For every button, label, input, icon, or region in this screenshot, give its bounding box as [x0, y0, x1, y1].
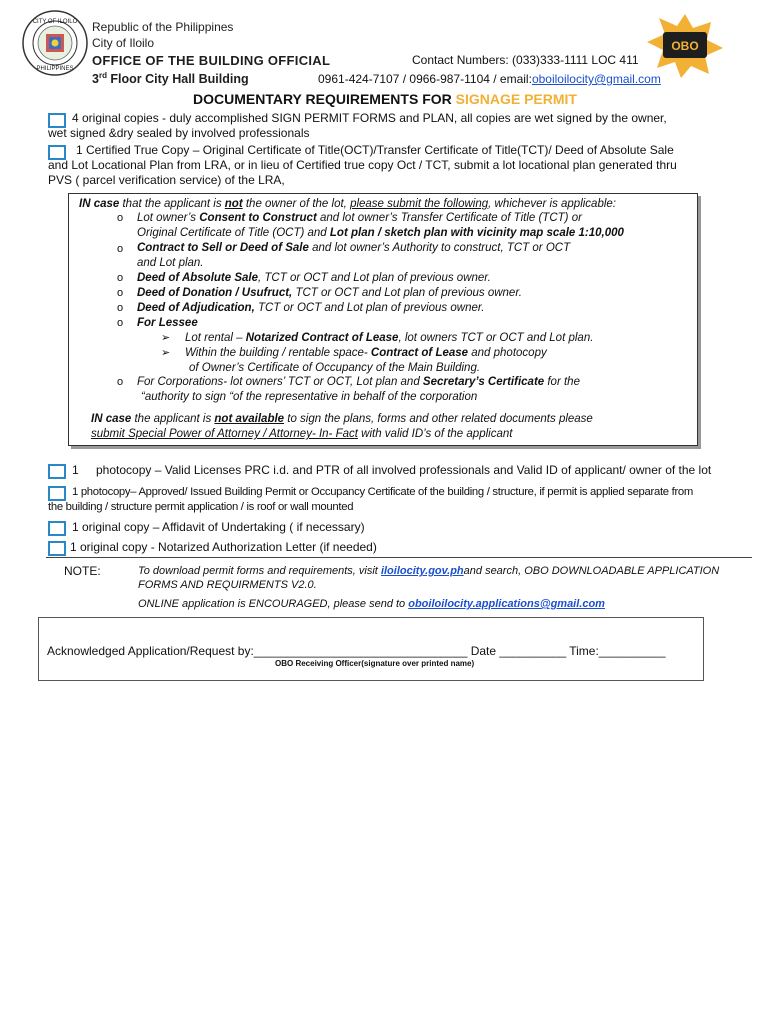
- box-item-contract-to-sell: Contract to Sell or Deed of Sale and lot owner’s Authority to construct, TCT or OCT: [137, 242, 571, 254]
- req-licenses: photocopy – Valid Licenses PRC i.d. and PTR of all involved professionals and Valid ID of applicant/ owner of the lot: [96, 463, 712, 477]
- applications-email-link[interactable]: oboiloilocity.applications@gmail.com: [408, 598, 605, 610]
- box-sub-lot-rental: Lot rental – Notarized Contract of Lease, lot owners TCT or OCT and Lot plan.: [185, 332, 594, 344]
- header-office: OFFICE OF THE BUILDING OFFICIAL: [92, 53, 331, 68]
- header-city: City of Iloilo: [92, 36, 155, 50]
- checkbox-affidavit[interactable]: [48, 521, 66, 536]
- header-republic: Republic of the Philippines: [92, 20, 234, 34]
- req-licenses-num: 1: [72, 463, 79, 477]
- seal-text-bottom: PHILIPPINES: [36, 66, 74, 72]
- bullet: o: [117, 212, 124, 224]
- box-sub-rentable-cont: of Owner’s Certificate of Occupancy of the Main Building.: [189, 362, 481, 374]
- box-sub-rentable-space: Within the building / rentable space- Contract of Lease and photocopy: [185, 347, 547, 359]
- badge-text: OBO: [671, 39, 699, 53]
- website-link[interactable]: iloilocity.gov.ph: [380, 565, 464, 577]
- ack-line: Acknowledged Application/Request by:________________________________ Date __________ Time:__________: [47, 644, 666, 658]
- note-line2: FORMS AND REQUIRMENTS V2.0.: [138, 579, 317, 591]
- note-line1: To download permit forms and requirements, visit iloilocity.gov.phand search, OBO DOWNLOADABLE APPLICATION: [138, 565, 720, 577]
- bullet: o: [117, 243, 124, 255]
- bullet: o: [117, 302, 124, 314]
- seal-text-top: CITY OF ILOILO: [32, 19, 78, 25]
- obo-badge-logo: [645, 12, 725, 78]
- box-item-lessee: For Lessee: [137, 317, 198, 329]
- req2-line1: 1 Certified True Copy – Original Certificate of Title(OCT)/Transfer Certificate of Title(TCT)/ Deed of Absolute Sale: [76, 143, 674, 157]
- checkbox-valid-licenses[interactable]: [48, 464, 66, 479]
- header-floor: 3rd Floor City Hall Building: [92, 71, 249, 87]
- req-building-permit-line2: the building / structure permit application / is roof or wall mounted: [48, 501, 354, 513]
- req-authorization-letter: 1 original copy - Notarized Authorization Letter (if needed): [70, 540, 377, 554]
- divider: [46, 557, 752, 558]
- req2-line3: PVS ( parcel verification service) of the LRA,: [48, 173, 285, 187]
- note-label: NOTE:: [64, 564, 101, 578]
- box-intro: IN case that the applicant is not the owner of the lot, please submit the following, whichever is applicable:: [79, 198, 616, 210]
- note-line3: ONLINE application is ENCOURAGED, please send to oboiloilocity.applications@gmail.com: [138, 598, 605, 610]
- header-contact-mobile: 0961-424-7107 / 0966-987-1104 / email:oboiloilocity@gmail.com: [318, 72, 661, 86]
- arrow-bullet-icon: ➢: [161, 347, 171, 359]
- req-building-permit-line1: 1 photocopy– Approved/ Issued Building Permit or Occupancy Certificate of the building / structure, if permit is applied separate from: [72, 486, 694, 498]
- box-item-contract-cont: and Lot plan.: [137, 257, 204, 269]
- checkbox-authorization-letter[interactable]: [48, 541, 66, 556]
- box-item-consent-cont: Original Certificate of Title (OCT) and Lot plan / sketch plan with vicinity map scale 1:10,000: [137, 227, 624, 239]
- box-item-corporations-cont: “authority to sign “of the representative in behalf of the corporation: [141, 391, 478, 403]
- box-item-consent: Lot owner’s Consent to Construct and lot owner’s Transfer Certificate of Title (TCT) or: [137, 212, 582, 224]
- box-item-corporations: For Corporations- lot owners’ TCT or OCT, Lot plan and Secretary’s Certificate for the: [137, 376, 580, 388]
- header-contact-numbers: Contact Numbers: (033)333-1111 LOC 411: [412, 53, 639, 67]
- req2-line2: and Lot Locational Plan from LRA, or in lieu of Certified true copy Oct / TCT, submit a lot locational plan generated thru: [48, 158, 677, 172]
- bullet: o: [117, 376, 124, 388]
- box-item-donation: Deed of Donation / Usufruct, TCT or OCT and Lot plan of previous owner.: [137, 287, 522, 299]
- header-email-link[interactable]: oboiloilocity@gmail.com: [531, 72, 661, 86]
- bullet: o: [117, 287, 124, 299]
- bullet: o: [117, 317, 124, 329]
- arrow-bullet-icon: ➢: [161, 332, 171, 344]
- req1-line1: 4 original copies - duly accomplished SIGN PERMIT FORMS and PLAN, all copies are wet signed by the owner,: [72, 111, 667, 125]
- req1-line2: wet signed &dry sealed by involved professionals: [48, 126, 310, 140]
- req-affidavit: 1 original copy – Affidavit of Undertaking ( if necessary): [72, 520, 365, 534]
- box-item-absolute-sale: Deed of Absolute Sale, TCT or OCT and Lot plan of previous owner.: [137, 272, 491, 284]
- ack-sub-label: OBO Receiving Officer(signature over printed name): [275, 659, 475, 668]
- city-seal-logo: [22, 10, 88, 76]
- box-spa-line2: submit Special Power of Attorney / Attorney- In- Fact with valid ID’s of the applicant: [91, 428, 513, 440]
- acknowledgement-box: [38, 617, 704, 681]
- page-title: DOCUMENTARY REQUIREMENTS FOR SIGNAGE PERMIT: [193, 91, 577, 107]
- box-spa-line1: IN case the applicant is not available to sign the plans, forms and other related documents please: [91, 413, 593, 425]
- lot-owner-requirements-box: [68, 193, 698, 446]
- box-item-adjudication: Deed of Adjudication, TCT or OCT and Lot plan of previous owner.: [137, 302, 485, 314]
- bullet: o: [117, 272, 124, 284]
